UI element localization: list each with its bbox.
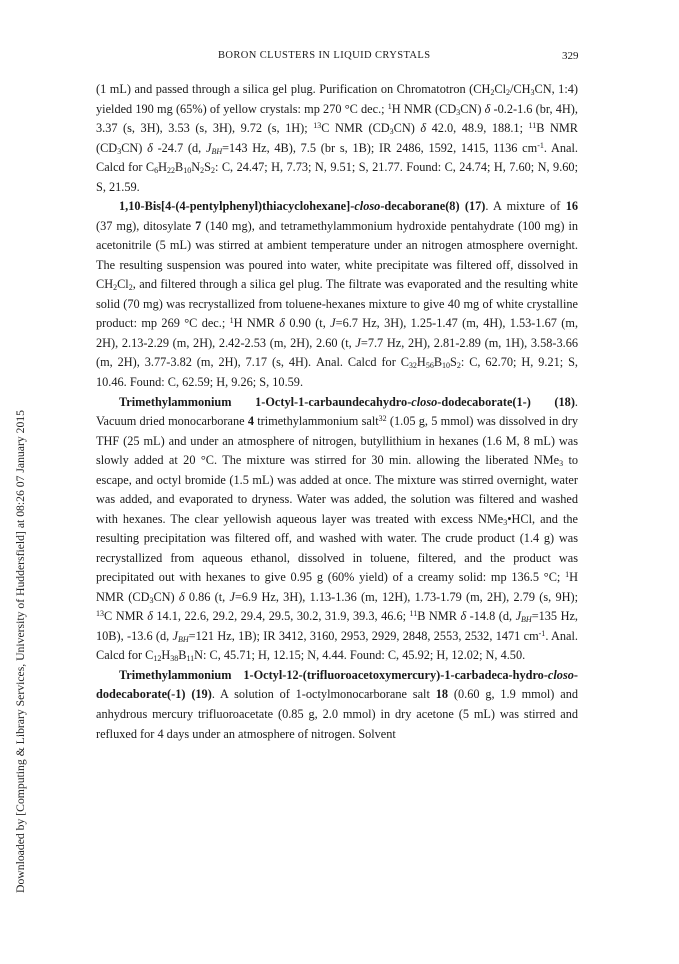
paragraph: 1,10-Bis[4-(4-pentylphenyl)thiacyclohexane]-closo-decaborane(8) (17). A mixture of 16 (37 mg), ditosylate 7 (140 mg), and tetramethylammonium hydroxide pentahydrate (100 mg) in acetonitrile (5 mL) was stirred at ambient temperature under an nitrogen atmosphere overnight. The resulting suspension was poured into water, white precipitate was filtered off, dissolved in $CH_2Cl_2$, and filtered through a silica gel plug. The filtrate was evaporated and the resulting white solid (70 mg) was recrystallized from toluene-hexanes mixture to give 40 mg of white crystalline product: mp 269 °C dec.; $^1$H NMR δ 0.90 (t, J=6.7 Hz, 3H), 1.25-1.47 (m, 4H), 1.53-1.67 (m, 2H), 2.13-2.29 (m, 2H), 2.42-2.53 (m, 2H), 2.60 (t, J=7.7 Hz, 2H), 2.81-2.89 (m, 1H), 3.58-3.66 (m, 2H), 3.77-3.82 (m, 2H), 7.17 (s, 4H). Anal. Calcd for $C_{32}H_{56}B_{10}S_2$: C, 62.70; H, 9.21; S, 10.46. Found: C, 62.59; H, 9.26; S, 10.59.	[96, 199, 579, 389]
paragraph: Trimethylammonium 1-Octyl-1-carbaundecahydro-closo-dodecaborate(1-) (18). Vacuum dried monocarborane 4 trimethylammonium salt$^{32}$ (1.05 g, 5 mmol) was dissolved in dry THF (25 mL) and under an atmosphere of nitrogen, butyllithium in hexanes (1.6 M, 8 mL) was slowly added at 20 °C. The mixture was stirred for 30 min. allowing the liberated NMe$_3$ to escape, and octyl bromide (1.5 mL) was added at once. The mixture was stirred overnight, water was added, and evaporated to dryness. Water was added, the solution was filtered and washed with hexanes. The clear yellowish aqueous layer was treated with excess NMe$_3$•HCl, and the resulting precipitation was filtered off, and washed with water. The crude product (1.4 g) was recrystallized from aqueous ethanol, dissolved in toluene, filtered, and the product was precipitated out with hexanes to give 0.95 g (60% yield) of a creamy solid: mp 136.5 °C; $^1$H NMR $(CD_3CN)$ δ 0.86 (t, J=6.9 Hz, 3H), 1.13-1.36 (m, 12H), 1.73-1.79 (m, 2H), 2.79 (s, 9H); $^{13}$C NMR δ 14.1, 22.6, 29.2, 29.4, 29.5, 30.2, 31.9, 39.3, 46.6; $^{11}$B NMR δ -14.8 (d, $J_{BH}=135$ Hz, 10B), -13.6 (d, $J_{BH}=121$ Hz, 1B); IR 3412, 3160, 2953, 2929, 2848, 2553, 2532, 1471 $cm^{-1}$. Anal. Calcd for $C_{12}H_{38}B_{11}N$: C, 45.71; H, 12.15; N, 4.44. Found: C, 45.92; H, 12.02; N, 4.50.	[96, 394, 579, 664]
running-title: BORON CLUSTERS IN LIQUID CRYSTALS	[218, 50, 431, 61]
running-header	[0, 50, 679, 66]
page-number: 329	[562, 50, 579, 62]
download-notice: Downloaded by [Computing & Library Services, University of Huddersfield] at 08:26 07 January 2015	[14, 410, 27, 893]
paragraph: (1 mL) and passed through a silica gel plug. Purification on Chromatotron ($CH_2Cl_2/CH_3CN$, 1:4) yielded 190 mg (65%) of yellow crystals: mp 270 °C dec.; $^1$H NMR $(CD_3CN)$ δ -0.2-1.6 (br, 4H), 3.37 (s, 3H), 3.53 (s, 3H), 9.72 (s, 1H); $^{13}$C NMR $(CD_3CN)$ δ 42.0, 48.9, 188.1; $^{11}$B NMR $(CD_3CN)$ δ -24.7 (d, $J_{BH}=143$ Hz, 4B), 7.5 (br s, 1B); IR 2486, 1592, 1415, 1136 $cm^{-1}$. Anal. Calcd for $C_6H_{22}B_{10}N_2S_2$: C, 24.47; H, 7.73; N, 9.51; S, 21.77. Found: C, 24.74; H, 7.60; N, 9.60; S, 21.59.	[96, 82, 578, 194]
body-text	[96, 80, 578, 744]
paragraph: Trimethylammonium 1-Octyl-12-(trifluoroacetoxymercury)-1-carbadeca-hydro-closo-dodecaborate(-1) (19). A solution of 1-octylmonocarborane salt 18 (0.60 g, 1.9 mmol) and anhydrous mercury trifluoroacetate (0.85 g, 2.0 mmol) in dry acetone (5 mL) was stirred and refluxed for 4 days under an atmosphere of nitrogen. Solvent	[96, 667, 578, 741]
